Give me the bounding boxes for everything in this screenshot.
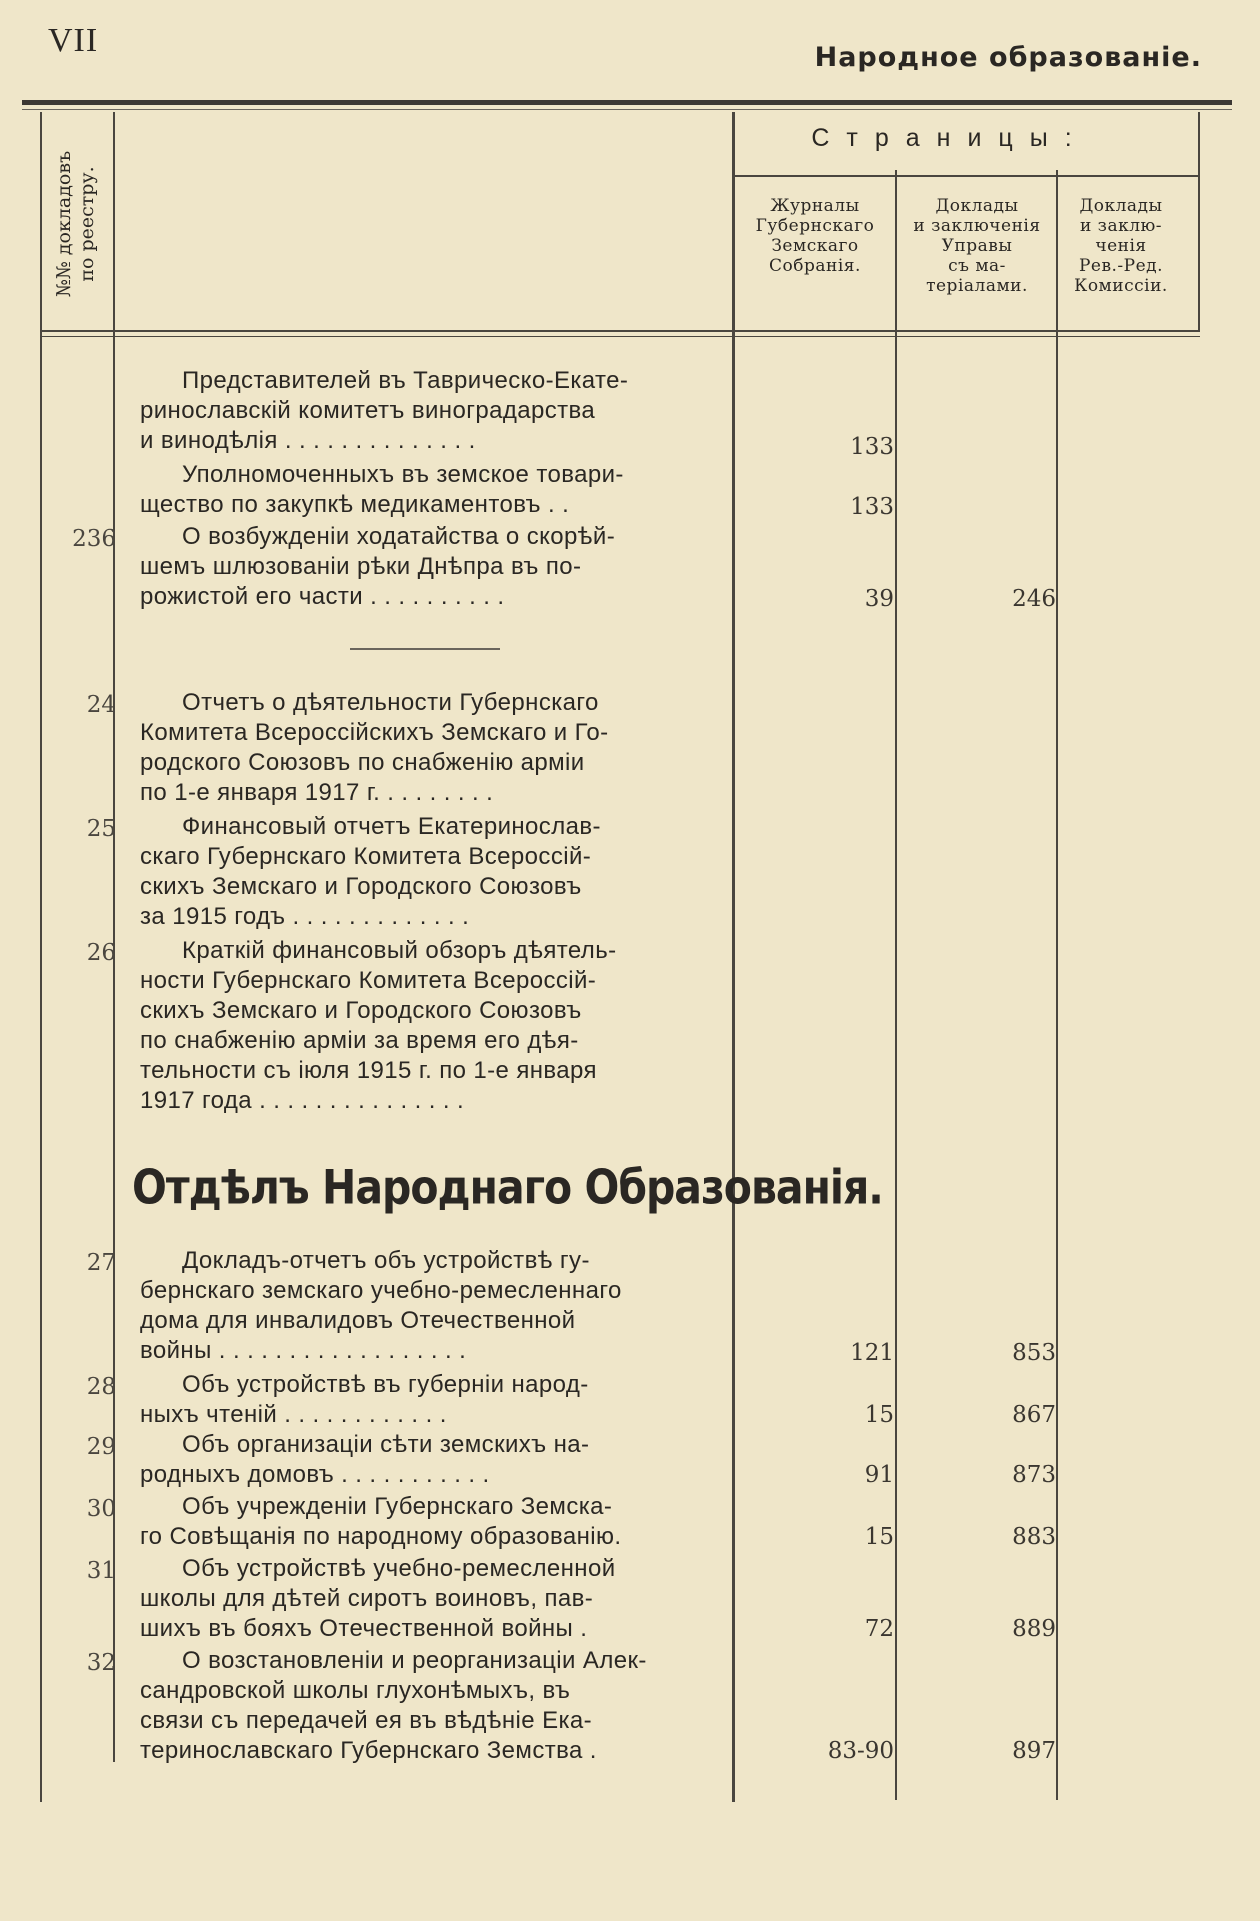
column-header-number [42,118,110,330]
entry-text: О возстановленіи и реорганизаціи Алек- сандровской школы глухонѣмыхъ, въ связи съ передачей ея въ вѣдѣніе Ека- теринославскаго Губернскаго Земства . [140,1647,647,1764]
page-number: VII [48,22,99,59]
journal-page: 83-90 [827,1738,894,1764]
column-header-reports: Доклады и заключенія Управы съ ма- теріалами. [913,196,1041,296]
report-page: 873 [1012,1462,1056,1488]
entry-text: Уполномоченныхъ въ земское товари- щество по закупкѣ медикаментовъ . . [140,461,624,518]
journal-page: 91 [864,1462,894,1488]
report-page: 246 [1012,586,1056,612]
section-title: Отдѣлъ Народнаго Образованія. [132,1160,883,1216]
entry-text: О возбужденіи ходатайства о скорѣй- шемъ шлюзованіи рѣки Днѣпра въ по- рожистой его части . . . . . . . . . . [140,523,616,610]
running-head: Народное образованіе. [814,42,1202,73]
entry-number: 30 [86,1496,116,1522]
separator-rule [350,648,500,650]
header-bottom-rule [40,330,1200,332]
entry-text: Финансовый отчетъ Екатеринослав- скаго Губернскаго Комитета Всероссій- скихъ Земскаго и Городского Союзовъ за 1915 годъ . . . . . . . . . . . . . [140,813,601,930]
entry-number: 27 [86,1250,116,1276]
column-header-pages: Страницы: [811,124,1089,152]
journal-page: 72 [864,1616,894,1642]
entry-number: 25 [86,816,116,842]
column-divider-journals [895,170,897,1800]
report-page: 889 [1012,1616,1056,1642]
journal-page: 121 [850,1340,894,1366]
report-page: 867 [1012,1402,1056,1428]
journal-page: 15 [864,1524,894,1550]
entry-text: Объ организаціи сѣти земскихъ на- родныхъ домовъ . . . . . . . . . . . [140,1431,590,1488]
entry-number: 236 [72,526,116,552]
entry-text: Докладъ-отчетъ объ устройствѣ гу- бернскаго земскаго учебно-ремесленнаго дома для инвалидовъ Отечественной войны . . . . . . . . . . . . . . . . . . [140,1247,622,1364]
entry-number: 31 [86,1558,116,1584]
header-bottom-rule-2 [40,336,1200,337]
entry-text: Отчетъ о дѣятельности Губернскаго Комитета Всероссійскихъ Земскаго и Го- родского Союзовъ по снабженію арміи по 1-е января 1917 г. . . . . . . . . [140,689,609,806]
entry-text: Объ учрежденіи Губернскаго Земска- го Совѣщанія по народному образованію. [140,1493,622,1550]
report-page: 883 [1012,1524,1056,1550]
entry-number: 28 [86,1374,116,1400]
report-page: 897 [1012,1738,1056,1764]
entry-number: 29 [86,1434,116,1460]
table-left-border [40,112,42,1802]
journal-page: 133 [850,494,894,520]
entry-text: Краткій финансовый обзоръ дѣятель- ности Губернскаго Комитета Всероссій- скихъ Земскаго и Городского Союзовъ по снабженію арміи за время его дѣя- тельности съ іюля 1915 г. по 1-е января 1917 года . . . . . . . . . . . . . . . [140,937,617,1114]
column-header-commission: Доклады и заклю- ченія Рев.-Ред. Комиссіи. [1074,196,1168,296]
column-divider-text [732,112,735,1802]
table-right-border [1198,112,1200,332]
journal-page: 15 [864,1402,894,1428]
entry-number: 26 [86,940,116,966]
header-rule-thin [22,109,1232,110]
report-page: 853 [1012,1340,1056,1366]
column-header-number-text: №№ докладовъ по реестру. [53,150,98,298]
header-rule [22,100,1232,105]
entry-text: Объ устройствѣ въ губерніи народ- ныхъ чтеній . . . . . . . . . . . . [140,1371,589,1428]
entry-number: 24 [86,692,116,718]
column-divider-reports [1056,170,1058,1800]
journal-page: 133 [850,434,894,460]
entry-text: Объ устройствѣ учебно-ремесленной школы для дѣтей сиротъ воиновъ, пав- шихъ въ бояхъ Отечественной войны . [140,1555,616,1642]
journal-page: 39 [864,586,894,612]
column-header-journals: Журналы Губернскаго Земскаго Собранія. [755,196,875,276]
pages-title-underline [735,175,1200,177]
entry-text: Представителей въ Таврическо-Екате- ринославскій комитетъ виноградарства и винодѣлія . . . . . . . . . . . . . . [140,367,629,454]
entry-number: 32 [86,1650,116,1676]
